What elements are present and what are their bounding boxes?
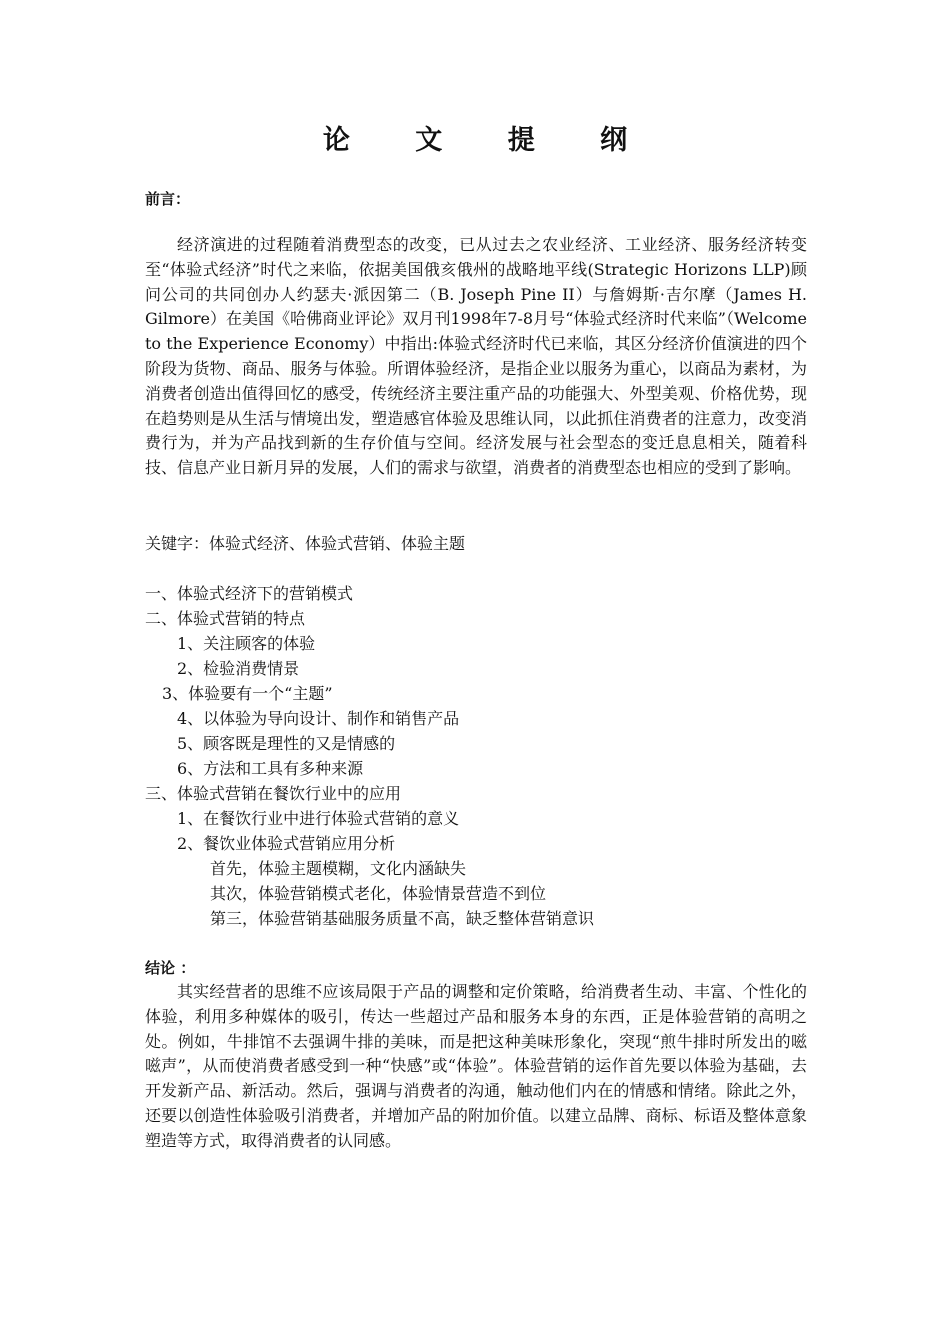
outline-item: 2、检验消费情景 xyxy=(177,659,300,678)
outline-item: 1、关注顾客的体验 xyxy=(177,634,316,653)
outline-item: 4、以体验为导向设计、制作和销售产品 xyxy=(177,709,460,728)
outline-item: 一、体验式经济下的营销模式 xyxy=(145,584,354,603)
outline-item: 3、体验要有一个“主题” xyxy=(162,684,333,703)
outline-item: 2、餐饮业体验式营销应用分析 xyxy=(177,834,396,853)
outline-item: 第三，体验营销基础服务质量不高，缺乏整体营销意识 xyxy=(210,909,595,928)
outline-item: 首先，体验主题模糊，文化内涵缺失 xyxy=(210,859,467,878)
page-title: 论 文 提 纲 xyxy=(322,125,656,156)
conclusion-heading: 结论 ： xyxy=(145,959,196,977)
conclusion-paragraph: 其实经营者的思维不应该局限于产品的调整和定价策略，给消费者生动、丰富、个性化的体验，利用多种媒体的吸引，传达一些超过产品和服务本身的东西，正是体验营销的高明之处。例如，牛排馆不去强调牛排的美味，而是把这种美味形象化，突现“煎牛排时所发出的嗞嗞声”，从而使消费者感受到一种“快感”或“体验”。体验营销的运作首先要以体验为基础，去开发新产品、新活动。然后，强调与消费者的沟通，触动他们内在的情感和情绪。除此之外，还要以创造性体验吸引消费者，并增加产品的附加价值。以建立品牌、商标、标语及整体意象塑造等方式，取得消费者的认同感。 xyxy=(145,982,807,1150)
outline-item: 1、在餐饮行业中进行体验式营销的意义 xyxy=(177,809,460,828)
keywords-line: 关键字：体验式经济、体验式营销、体验主题 xyxy=(145,534,466,553)
outline-item: 其次，体验营销模式老化，体验情景营造不到位 xyxy=(210,884,547,903)
preface-heading: 前言： xyxy=(145,190,191,208)
outline-item: 三、体验式营销在餐饮行业中的应用 xyxy=(145,784,402,803)
outline-item: 6、方法和工具有多种来源 xyxy=(177,759,364,778)
outline-item: 5、顾客既是理性的又是情感的 xyxy=(177,734,396,753)
outline-item: 二、体验式营销的特点 xyxy=(145,609,306,628)
preface-paragraph: 经济演进的过程随着消费型态的改变，已从过去之农业经济、工业经济、服务经济转变至“体验式经济”时代之来临，依据美国俄亥俄州的战略地平线(Strategic Horizons LLP)顾问公司的共同创办人约瑟夫·派因第二（B. Joseph Pine II）与詹姆斯·吉尔摩（James H. Gilmore）在美国《哈佛商业评论》双月刊1998年7-8月号“体验式经济时代来临”（Welcome to the Experience Economy）中指出:体验式经济时代已来临，其区分经济价值演进的四个阶段为货物、商品、服务与体验。所谓体验经济，是指企业以服务为重心，以商品为素材，为消费者创造出值得回忆的感受，传统经济主要注重产品的功能强大、外型美观、价格优势，现在趋势则是从生活与情境出发，塑造感官体验及思维认同，以此抓住消费者的注意力，改变消费行为，并为产品找到新的生存价值与空间。经济发展与社会型态的变迁息息相关，随着科技、信息产业日新月异的发展，人们的需求与欲望，消费者的消费型态也相应的受到了影响。 xyxy=(145,235,807,478)
